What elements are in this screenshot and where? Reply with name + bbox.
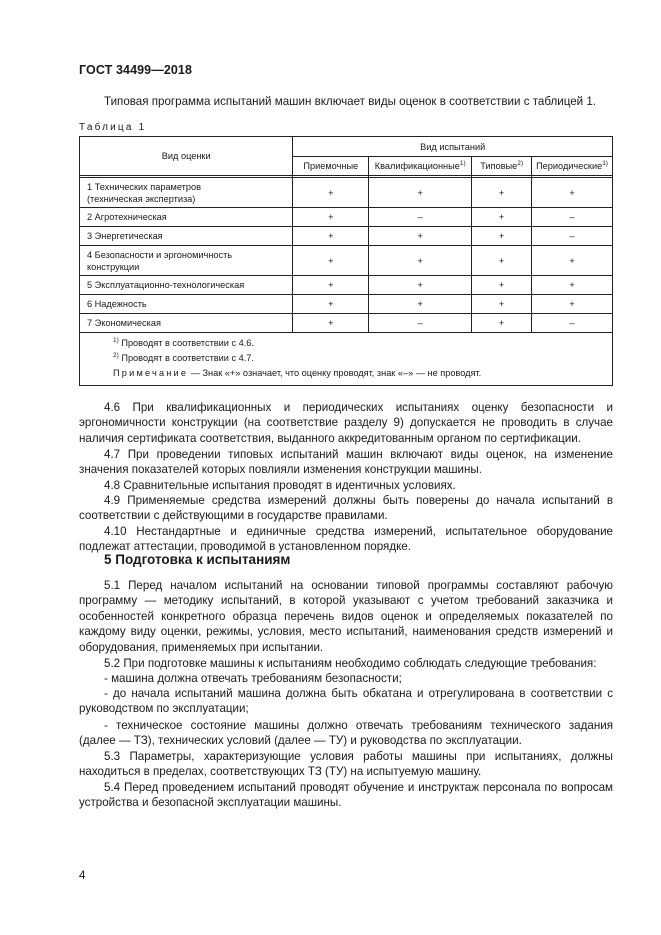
footnote: [113, 336, 612, 351]
subheader-label: Периодические: [536, 161, 603, 171]
evaluation-type-line: конструкции: [87, 261, 140, 272]
paragraph-5-4: 5.4 Перед проведением испытаний проводят обучение и инструктаж персонала по вопросам устройства и безопасной эксплуатации машины.: [79, 781, 613, 810]
table-row: [80, 246, 613, 276]
table-row: [80, 295, 613, 314]
test-mark-cell: +: [369, 178, 472, 208]
table-body: [80, 178, 613, 333]
table-note: [113, 366, 612, 381]
section-title: 5 Подготовка к испытаниям: [104, 552, 291, 567]
subheader-cell: [369, 157, 472, 176]
test-mark-cell: +: [293, 246, 369, 276]
evaluation-type-line: 5 Эксплуатационно-технологическая: [87, 280, 245, 290]
paragraph-5-1: 5.1 Перед началом испытаний на основании типовой программы составляют рабочую программу — методику испытаний, в которой указывают с учетом требований заказчика и особенностей конкретного образца перечень видов оценок и определяемых показателей по каждому виду оценки, режимы, условия, место испытаний, наименования средств измерений и оборудования, применяемых при испытании.: [79, 579, 613, 654]
footnote-text: Проводят в соответствии с 4.6.: [121, 338, 254, 348]
test-mark-cell: +: [532, 295, 613, 314]
evaluation-type-cell: [80, 314, 293, 333]
test-mark-cell: +: [369, 295, 472, 314]
list-item-running-in: - до начала испытаний машина должна быть обкатана и отрегулирована в соответствии с руководством по эксплуатации;: [79, 687, 613, 716]
note-text: — Знак «+» означает, что оценку проводят, знак «–» — не проводят.: [190, 368, 482, 378]
paragraph-4-7: 4.7 При проведении типовых испытаний машин включают виды оценок, на изменение значения показателей которых повлияли изменения конструкции машины.: [79, 448, 613, 477]
evaluation-type-line: 2 Агротехническая: [87, 212, 167, 222]
test-mark-cell: +: [532, 178, 613, 208]
evaluation-type-line: (техническая экспертиза): [87, 193, 196, 204]
evaluation-type-line: 1 Технических параметров: [87, 181, 201, 192]
test-mark-cell: +: [293, 314, 369, 333]
list-item-safety: - машина должна отвечать требованиям безопасности;: [104, 672, 402, 685]
footnote-mark: 1): [113, 336, 119, 344]
evaluation-type-cell: [80, 276, 293, 295]
evaluation-type-cell: [80, 227, 293, 246]
test-mark-cell: +: [293, 295, 369, 314]
test-mark-cell: +: [369, 276, 472, 295]
table-row: [80, 178, 613, 208]
test-mark-cell: +: [532, 246, 613, 276]
evaluation-type-line: 3 Энергетическая: [87, 231, 163, 241]
table-caption: Таблица 1: [79, 122, 147, 133]
table-row: [80, 314, 613, 333]
paragraph-5-2: 5.2 При подготовке машины к испытаниям необходимо соблюдать следующие требования:: [104, 657, 597, 670]
subheader-cell: [472, 157, 532, 176]
test-mark-cell: –: [369, 314, 472, 333]
subheader-label: Квалификационные: [374, 161, 460, 171]
subheader-cell: [532, 157, 613, 176]
evaluation-type-cell: [80, 178, 293, 208]
evaluation-type-cell: [80, 295, 293, 314]
table-row: [80, 227, 613, 246]
table-header-type: Вид оценки: [80, 137, 293, 176]
table-notes: [80, 333, 613, 386]
footnote-mark: 2): [113, 351, 119, 359]
subheader-footnote-mark: 1): [459, 159, 466, 167]
test-mark-cell: +: [472, 314, 532, 333]
document-header: ГОСТ 34499—2018: [79, 63, 193, 77]
evaluation-type-line: 6 Надежность: [87, 299, 147, 309]
test-mark-cell: +: [472, 246, 532, 276]
note-label: Примечание: [113, 368, 189, 378]
test-mark-cell: +: [369, 246, 472, 276]
test-mark-cell: +: [293, 208, 369, 227]
footnote: [113, 351, 612, 366]
test-mark-cell: +: [472, 227, 532, 246]
paragraph-4-9: 4.9 Применяемые средства измерений должны быть поверены до начала испытаний в соответствии с действующими в государстве правилами.: [79, 494, 613, 523]
test-mark-cell: +: [369, 227, 472, 246]
evaluation-type-line: 4 Безопасности и эргономичность: [87, 249, 233, 260]
test-mark-cell: +: [472, 178, 532, 208]
list-item-technical-state: - техническое состояние машины должно отвечать требованиям технического задания (далее — ТЗ), технических условий (далее — ТУ) и руководства по эксплуатации.: [79, 719, 613, 748]
paragraph-4-10: 4.10 Нестандартные и единичные средства измерений, испытательное оборудование подлежат аттестации, проводимой в установленном порядке.: [79, 525, 613, 554]
test-mark-cell: +: [472, 295, 532, 314]
footnote-text: Проводят в соответствии с 4.7.: [121, 353, 254, 363]
test-mark-cell: +: [293, 178, 369, 208]
test-mark-cell: –: [532, 314, 613, 333]
paragraph-5-3: 5.3 Параметры, характеризующие условия работы машины при испытаниях, должны находиться в пределах, соответствующих ТЗ (ТУ) на испытуемую машину.: [79, 750, 613, 779]
subheader-footnote-mark: 1): [602, 159, 608, 167]
table-row: [80, 276, 613, 295]
intro-paragraph: Типовая программа испытаний машин включает виды оценок в соответствии с таблицей 1.: [104, 95, 597, 108]
subheader-label: Приемочные: [303, 161, 359, 171]
evaluation-type-line: 7 Экономическая: [87, 318, 161, 328]
test-mark-cell: +: [472, 276, 532, 295]
paragraph-4-8: 4.8 Сравнительные испытания проводят в идентичных условиях.: [104, 479, 456, 492]
test-mark-cell: +: [293, 227, 369, 246]
test-mark-cell: –: [532, 208, 613, 227]
paragraph-4-6: 4.6 При квалификационных и периодических испытаниях оценку безопасности и эргономичности конструкции (на соответствие разделу 9) допускается не проводить в случае наличия сертификата соответствия, выданного аккредитованным органом по сертификации.: [79, 401, 613, 445]
table-header-group: Вид испытаний: [293, 137, 613, 157]
evaluation-type-cell: [80, 246, 293, 276]
test-mark-cell: +: [472, 208, 532, 227]
test-mark-cell: +: [293, 276, 369, 295]
test-mark-cell: –: [369, 208, 472, 227]
subheader-cell: [293, 157, 369, 176]
evaluation-type-cell: [80, 208, 293, 227]
page-number: 4: [79, 869, 86, 882]
test-mark-cell: –: [532, 227, 613, 246]
test-mark-cell: +: [532, 276, 613, 295]
subheader-label: Типовые: [480, 161, 518, 171]
subheader-footnote-mark: 2): [517, 159, 523, 167]
tests-table: [79, 136, 613, 386]
table-row: [80, 208, 613, 227]
